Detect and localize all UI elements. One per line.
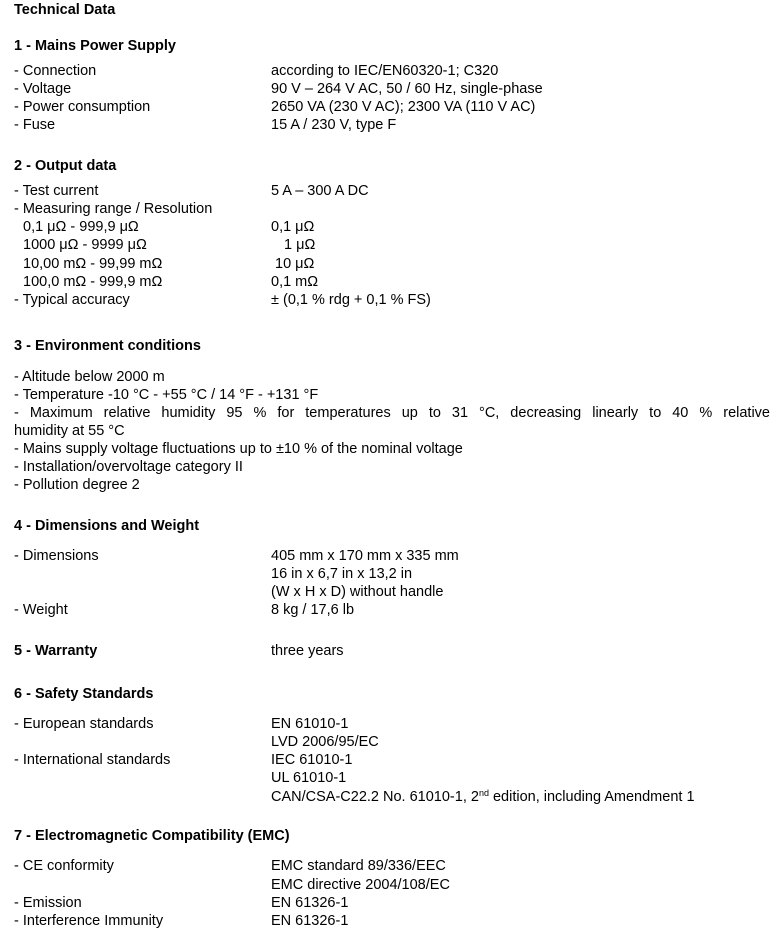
row-value: 8 kg / 17,6 lb [271, 602, 355, 618]
range-item: 10,00 mΩ - 99,99 mΩ [23, 256, 163, 272]
section-heading-safety: 6 - Safety Standards [14, 686, 154, 702]
env-line: - Maximum relative humidity 95 % for temperatures up to 31 °C, decreasing linearly to 40 % relative [14, 405, 770, 421]
row-value: 405 mm x 170 mm x 335 mm [271, 548, 459, 564]
row-value: EN 61326-1 [271, 895, 349, 911]
row-value: 15 A / 230 V, type F [271, 117, 397, 133]
section-heading-warranty: 5 - Warranty [14, 643, 98, 659]
row-label: - Emission [14, 895, 82, 911]
row-value: 5 A – 300 A DC [271, 183, 369, 199]
row-label: - International standards [14, 752, 171, 768]
range-item: 1000 μΩ - 9999 μΩ [23, 237, 147, 253]
page-title: Technical Data [14, 2, 116, 18]
row-label: - Test current [14, 183, 99, 199]
env-line: humidity at 55 °C [14, 423, 125, 439]
edition-superscript: nd [478, 788, 489, 798]
range-resolution: 1 μΩ [284, 237, 316, 253]
row-label: - CE conformity [14, 858, 114, 874]
row-value: EN 61010-1 [271, 716, 349, 732]
row-value: 2650 VA (230 V AC); 2300 VA (110 V AC) [271, 99, 536, 115]
row-label: - European standards [14, 716, 154, 732]
range-resolution: 0,1 μΩ [271, 219, 315, 235]
section-heading-output: 2 - Output data [14, 158, 117, 174]
env-line: - Installation/overvoltage category II [14, 459, 243, 475]
row-label: - Measuring range / Resolution [14, 201, 213, 217]
row-label: - Voltage [14, 81, 72, 97]
row-value: LVD 2006/95/EC [271, 734, 379, 750]
range-item: 100,0 mΩ - 999,9 mΩ [23, 274, 163, 290]
row-label: - Dimensions [14, 548, 99, 564]
section-heading-mains: 1 - Mains Power Supply [14, 38, 176, 54]
warranty-value: three years [271, 643, 344, 659]
section-heading-environment: 3 - Environment conditions [14, 338, 201, 354]
row-label: - Connection [14, 63, 97, 79]
env-line: - Mains supply voltage fluctuations up to ±10 % of the nominal voltage [14, 441, 463, 457]
can-csa-text-post: edition, including Amendment 1 [488, 789, 695, 805]
row-value: ± (0,1 % rdg + 0,1 % FS) [271, 292, 431, 308]
row-value: EN 61326-1 [271, 913, 349, 929]
env-line: - Altitude below 2000 m [14, 369, 165, 385]
row-label: - Weight [14, 602, 68, 618]
row-value: UL 61010-1 [271, 770, 347, 786]
row-value: IEC 61010-1 [271, 752, 353, 768]
row-value: EMC directive 2004/108/EC [271, 877, 450, 893]
range-item: 0,1 μΩ - 999,9 μΩ [23, 219, 139, 235]
row-label: - Interference Immunity [14, 913, 164, 929]
section-heading-emc: 7 - Electromagnetic Compatibility (EMC) [14, 828, 290, 844]
range-resolution: 10 μΩ [275, 256, 315, 272]
row-label: - Power consumption [14, 99, 151, 115]
section-heading-dimensions: 4 - Dimensions and Weight [14, 518, 200, 534]
env-line: - Pollution degree 2 [14, 477, 140, 493]
row-value: according to IEC/EN60320-1; C320 [271, 63, 499, 79]
row-value: (W x H x D) without handle [271, 584, 444, 600]
row-label: - Typical accuracy [14, 292, 130, 308]
row-value: EMC standard 89/336/EEC [271, 858, 446, 874]
can-csa-standard [271, 788, 695, 806]
row-value: 90 V – 264 V AC, 50 / 60 Hz, single-phase [271, 81, 543, 97]
env-line: - Temperature -10 °C - +55 °C / 14 °F - +131 °F [14, 387, 319, 403]
range-resolution: 0,1 mΩ [271, 274, 319, 290]
row-label: - Fuse [14, 117, 56, 133]
can-csa-text: CAN/CSA-C22.2 No. 61010-1, 2 [271, 789, 479, 805]
row-value: 16 in x 6,7 in x 13,2 in [271, 566, 413, 582]
